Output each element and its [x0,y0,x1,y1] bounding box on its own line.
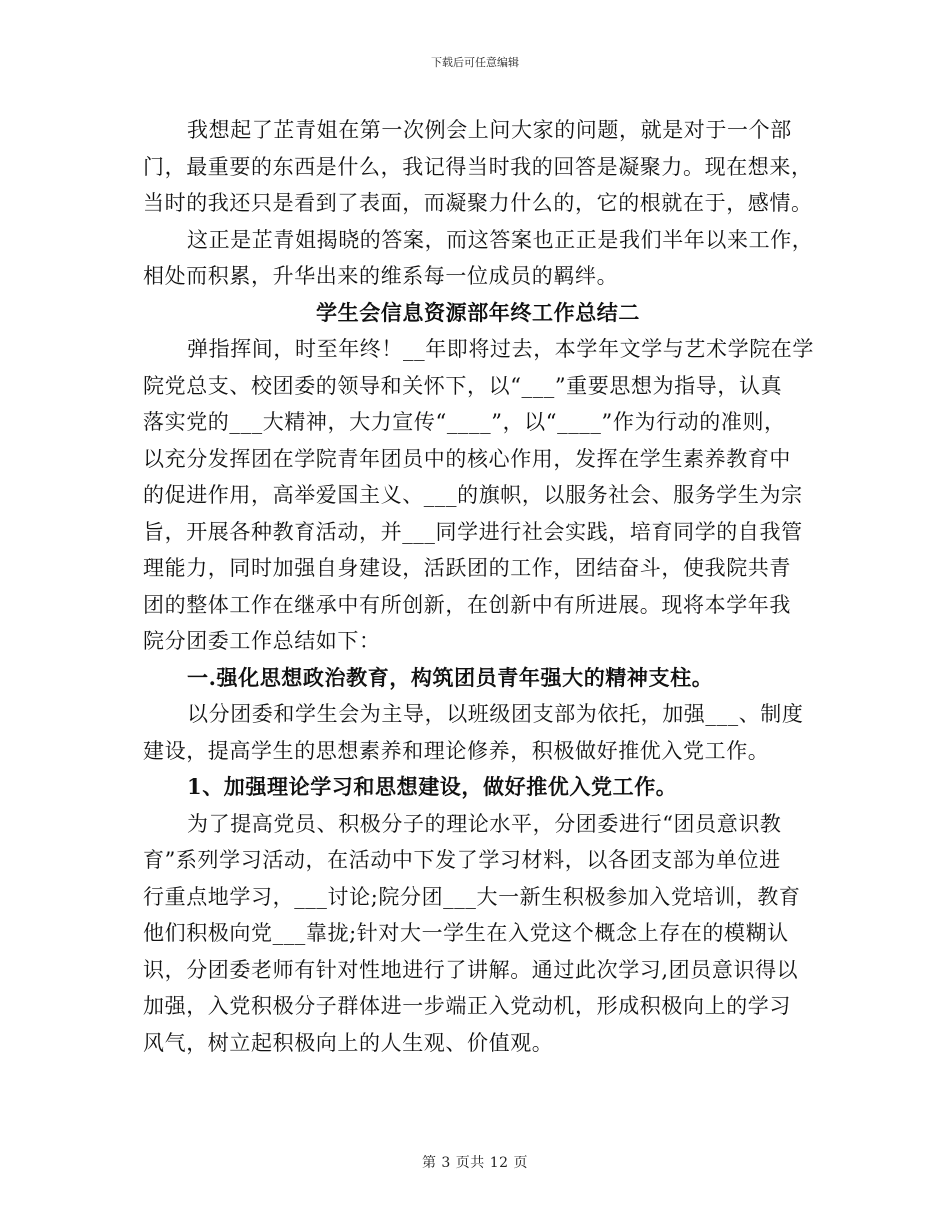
paragraph-line: 落实党的___大精神，大力宣传“____”，以“____”作为行动的准则， [143,410,786,434]
paragraph-line: 行重点地学习，___讨论;院分团___大一新生积极参加入党培训，教育 [143,884,801,909]
paragraph-line: 风气，树立起积极向上的人生观、价值观。 [143,1030,554,1055]
paragraph-line: 院分团委工作总结如下： [143,629,381,653]
paragraph-line: 的促进作用，高举爱国主义、___的旗帜，以服务社会、服务学生为宗 [143,483,803,507]
section-title: 学生会信息资源部年终工作总结二 [316,299,640,325]
paragraph-line: 加强，入党积极分子群体进一步端正入党动机，形成积极向上的学习 [143,994,791,1018]
paragraph-line: 他们积极向党___靠拢;针对大一学生在入党这个概念上存在的模糊认 [143,921,789,945]
paragraph-line: 理能力，同时加强自身建设，活跃团的工作，团结奋斗，使我院共青 [143,556,791,580]
page-number-footer: 第 3 页共 12 页 [421,1155,529,1171]
paragraph-line: 相处而积累，升华出来的维系每一位成员的羁绊。 [143,264,619,288]
paragraph-line: 弹指挥间，时至年终！__年即将过去，本学年文学与艺术学院在学 [187,337,814,361]
paragraph-line: 当时的我还只是看到了表面，而凝聚力什么的，它的根就在于，感情。 [143,191,813,215]
section-heading: 一.强化思想政治教育，构筑团员青年强大的精神支柱。 [187,664,714,690]
paragraph-line: 院党总支、校团委的领导和关怀下，以“___”重要思想为指导，认真 [143,373,783,398]
paragraph-line: 以分团委和学生会为主导，以班级团支部为依托，加强___、制度 [187,702,804,726]
paragraph-line: 我想起了芷青姐在第一次例会上问大家的问题，就是对于一个部 [187,118,792,142]
paragraph-line: 育”系列学习活动，在活动中下发了学习材料，以各团支部为单位进 [143,848,781,872]
paragraph-line: 建设，提高学生的思想素养和理论修养，积极做好推优入党工作。 [143,738,770,763]
paragraph-line: 团的整体工作在继承中有所创新，在创新中有所进展。现将本学年我 [143,592,791,617]
paragraph-line: 这正是芷青姐揭晓的答案，而这答案也正正是我们半年以来工作， [187,227,814,252]
subsection-heading: 1、加强理论学习和思想建设，做好推优入党工作。 [187,774,678,799]
paragraph-line: 门，最重要的东西是什么，我记得当时我的回答是凝聚力。现在想来， [143,154,813,179]
document-body [143,112,813,1061]
paragraph-line: 以充分发挥团在学院青年团员中的核心作用，发挥在学生素养教育中 [143,446,791,471]
page-header-note: 下载后可任意编辑 [431,56,519,69]
paragraph-line: 识，分团委老师有针对性地进行了讲解。通过此次学习,团员意识得以 [143,957,799,982]
paragraph-line: 为了提高党员、积极分子的理论水平，分团委进行“团员意识教 [187,811,782,836]
paragraph-line: 旨，开展各种教育活动，并___同学进行社会实践，培育同学的自我管 [143,519,803,544]
